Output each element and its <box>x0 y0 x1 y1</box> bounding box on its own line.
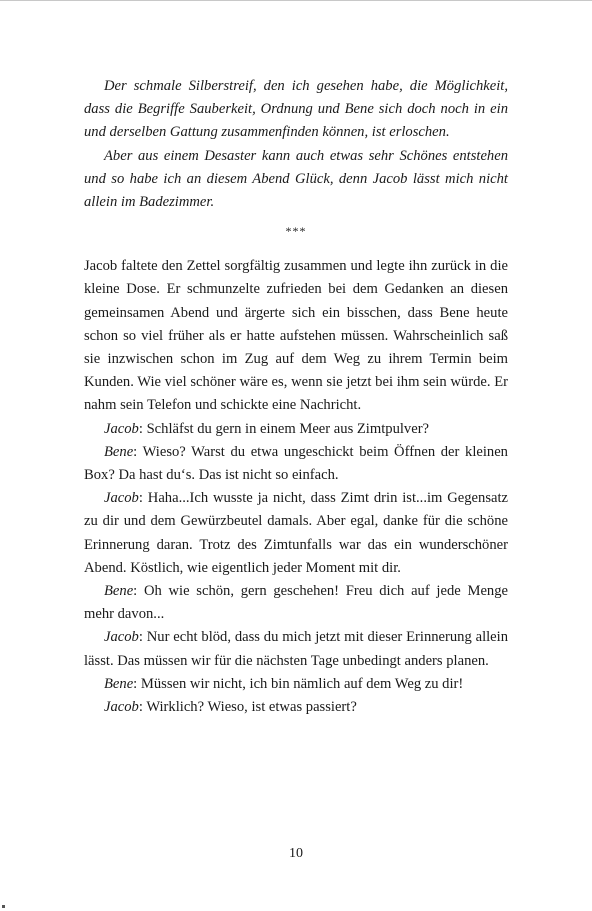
narrative-paragraph: Jacob faltete den Zettel sorgfältig zusammen und legte ihn zurück in die kleine Dose. Er schmunzelte zufrieden bei dem Gedanken an diesen gemeinsamen Abend und ärgerte sich ein bisschen, dass Bene heute schon so viel früher als er hatte aufstehen müssen. Wahrscheinlich saß sie inzwischen schon im Zug auf dem Weg zu ihrem Termin beim Kunden. Wie viel schöner wäre es, wenn sie jetzt bei ihm sein würde. Er nahm sein Telefon und schickte eine Nachricht. <box>84 258 508 414</box>
italic-paragraph: Der schmale Silberstreif, den ich gesehen habe, die Möglichkeit, dass die Begriffe Sauberkeit, Ordnung und Bene sich doch noch in ein und derselben Gattung zusammenfinden können, ist erloschen. <box>84 78 508 141</box>
page-top-edge <box>0 0 592 1</box>
message-line <box>84 696 508 719</box>
italic-paragraph: Aber aus einem Desaster kann auch etwas sehr Schönes entstehen und so habe ich an diesem Abend Glück, denn Jacob lässt mich nicht allein im Badezimmer. <box>84 147 508 211</box>
message-separator: : <box>138 629 147 646</box>
message-line <box>84 487 508 580</box>
message-speaker: Jacob <box>104 490 139 507</box>
message-line <box>84 626 508 672</box>
message-text: Schläfst du gern in einem Meer aus Zimtpulver? <box>146 420 430 437</box>
message-text: Oh wie schön, gern geschehen! Freu dich auf jede Menge mehr davon... <box>84 583 508 623</box>
message-speaker: Jacob <box>104 699 139 716</box>
prose-section <box>84 255 508 719</box>
italic-passage <box>84 75 508 214</box>
message-speaker: Jacob <box>104 420 139 437</box>
message-line <box>84 418 508 441</box>
message-separator: : <box>133 443 143 460</box>
message-speaker: Jacob <box>104 629 139 646</box>
message-line <box>84 580 508 626</box>
message-speaker: Bene <box>104 675 134 692</box>
message-text: Wieso? Warst du etwa ungeschickt beim Öffnen der kleinen Box? Da hast du‘s. Das ist nicht so einfach. <box>84 443 508 484</box>
message-line <box>84 441 508 487</box>
message-separator: : <box>133 583 144 600</box>
message-line <box>84 673 508 696</box>
book-page-text <box>84 75 508 719</box>
section-separator: *** <box>285 224 307 239</box>
message-speaker: Bene <box>104 443 134 460</box>
message-separator: : <box>138 490 148 507</box>
message-text: Nur echt blöd, dass du mich jetzt mit dieser Erinnerung allein lässt. Das müssen wir für die nächsten Tage unbedingt anders planen. <box>84 629 509 669</box>
page-number: 10 <box>289 846 303 861</box>
message-speaker: Bene <box>104 583 134 600</box>
scan-corner-mark <box>2 905 5 908</box>
message-text: Müssen wir nicht, ich bin nämlich auf dem Weg zu dir! <box>140 675 464 692</box>
message-text: Haha...Ich wusste ja nicht, dass Zimt drin ist...im Gegensatz zu dir und dem Gewürzbeutel damals. Aber egal, danke für die schöne Erinnerung daran. Trotz des Zimtunfalls war das ein wunderschöner Abend. Köstlich, wie eigentlich jeder Moment mit dir. <box>84 490 509 576</box>
message-text: Wirklich? Wieso, ist etwas passiert? <box>146 699 357 716</box>
message-separator: : <box>133 675 141 692</box>
message-separator: : <box>138 699 147 716</box>
message-separator: : <box>138 420 147 437</box>
